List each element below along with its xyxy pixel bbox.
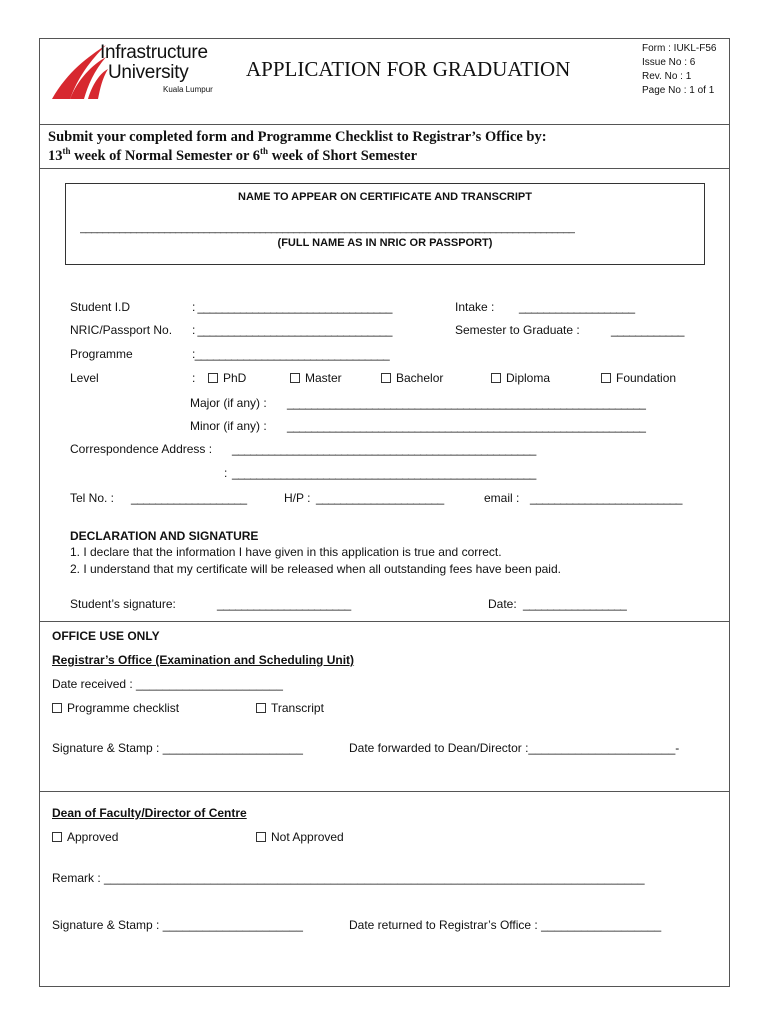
date-received-field[interactable]: Date received : ______________________ [52,677,283,691]
address-field-1[interactable]: __________________________________________________ [232,442,536,456]
student-id-label: Student I.D [70,300,131,314]
remark-field[interactable]: Remark : _________________________________________________________________________________ [52,871,645,885]
major-field[interactable]: ___________________________________________________________ [287,396,646,410]
semester-field[interactable]: ____________ [611,323,684,337]
signature-field[interactable]: ______________________ [217,597,351,611]
instruction-week-normal: 13 [48,147,63,164]
checkbox-icon [290,373,300,383]
form-number: Form : IUKL-F56 [642,43,717,54]
university-logo [48,41,218,103]
student-id-field[interactable]: : ________________________________ [192,300,392,314]
divider-instruction [39,168,730,169]
not-approved-label: Not Approved [271,830,344,844]
address-colon-2: : [224,466,228,480]
level-label: Level [70,371,99,385]
level-option-label: Bachelor [396,371,444,385]
minor-label: Minor (if any) : [190,419,267,433]
minor-field[interactable]: ___________________________________________________________ [287,419,646,433]
registrar-signature-field[interactable]: Signature & Stamp : _____________________ [52,741,303,755]
signature-date-label: Date: [488,597,517,611]
level-option-label: Diploma [506,371,551,385]
signature-label: Student’s signature: [70,597,176,611]
declaration-item-2: 2. I understand that my certificate will be released when all outstanding fees have been paid. [70,562,561,576]
level-option-master[interactable] [290,371,342,385]
revision-number: Rev. No : 1 [642,71,692,82]
not-approved-option[interactable] [256,830,344,844]
email-label: email : [484,491,520,505]
checkbox-icon [256,832,266,842]
dean-title: Dean of Faculty/Director of Centre [52,806,247,820]
name-box-caption: (FULL NAME AS IN NRIC OR PASSPORT) [277,237,493,249]
intake-label: Intake : [455,300,495,314]
level-option-label: Foundation [616,371,677,385]
approved-label: Approved [67,830,119,844]
programme-field[interactable]: :________________________________ [192,347,390,361]
issue-number: Issue No : 6 [642,57,696,68]
name-box-title: NAME TO APPEAR ON CERTIFICATE AND TRANSCRIPT [238,191,532,203]
nric-label: NRIC/Passport No. [70,323,173,337]
instruction-mid: week of Normal Semester or 6 [70,147,261,164]
divider-office [39,621,730,622]
page-number: Page No : 1 of 1 [642,85,715,96]
logo-line2: University [108,62,189,83]
instruction-sup-2: th [260,146,269,156]
office-title: OFFICE USE ONLY [52,629,160,643]
instruction-line2 [48,146,417,165]
tel-label: Tel No. : [70,491,115,505]
email-field[interactable]: _________________________ [530,491,682,505]
level-option-bachelor[interactable] [381,371,443,385]
date-forwarded-field[interactable]: Date forwarded to Dean/Director :______________________- [349,741,680,755]
form-frame [39,38,730,987]
hp-field[interactable]: _____________________ [316,491,444,505]
divider-dean [39,791,730,792]
divider-header [39,124,730,125]
level-option-foundation[interactable] [601,371,676,385]
instruction-sup-1: th [62,146,71,156]
address-field-2[interactable]: __________________________________________________ [232,466,536,480]
checkbox-icon [601,373,611,383]
semester-label: Semester to Graduate : [455,323,580,337]
checkbox-icon [491,373,501,383]
level-option-diploma[interactable] [491,371,550,385]
instruction-line1: Submit your completed form and Programme Checklist to Registrar’s Office by: [48,129,547,145]
checkbox-icon [52,832,62,842]
date-returned-field[interactable]: Date returned to Registrar’s Office : __________________ [349,918,662,932]
transcript-label: Transcript [271,701,324,715]
checkbox-icon [381,373,391,383]
dean-signature-field[interactable]: Signature & Stamp : _____________________ [52,918,303,932]
instruction-end: week of Short Semester [268,147,418,164]
logo-line3: Kuala Lumpur [163,85,213,94]
intake-field[interactable]: ___________________ [519,300,635,314]
level-colon: : [192,371,196,385]
address-label: Correspondence Address : [70,442,213,456]
declaration-item-1: 1. I declare that the information I have given in this application is true and correct. [70,545,502,559]
nric-field[interactable]: : ________________________________ [192,323,392,337]
approved-option[interactable] [52,830,118,844]
programme-checklist-label: Programme checklist [67,701,180,715]
signature-date-field[interactable]: _________________ [523,597,627,611]
logo-line1: Infrastructure [100,42,208,63]
tel-field[interactable]: ___________________ [131,491,247,505]
programme-checklist-option[interactable] [52,701,179,715]
transcript-option[interactable] [256,701,324,715]
checkbox-icon [208,373,218,383]
programme-label: Programme [70,347,133,361]
registrar-title: Registrar’s Office (Examination and Scheduling Unit) [52,653,355,667]
declaration-title: DECLARATION AND SIGNATURE [70,529,259,543]
page-title: APPLICATION FOR GRADUATION [246,57,571,81]
full-name-field[interactable]: ________________________________________________________________________________________ [80,222,575,234]
level-option-label: Master [305,371,342,385]
checkbox-icon [256,703,266,713]
hp-label: H/P : [284,491,311,505]
major-label: Major (if any) : [190,396,267,410]
level-option-label: PhD [223,371,247,385]
checkbox-icon [52,703,62,713]
level-option-phd[interactable] [208,371,246,385]
